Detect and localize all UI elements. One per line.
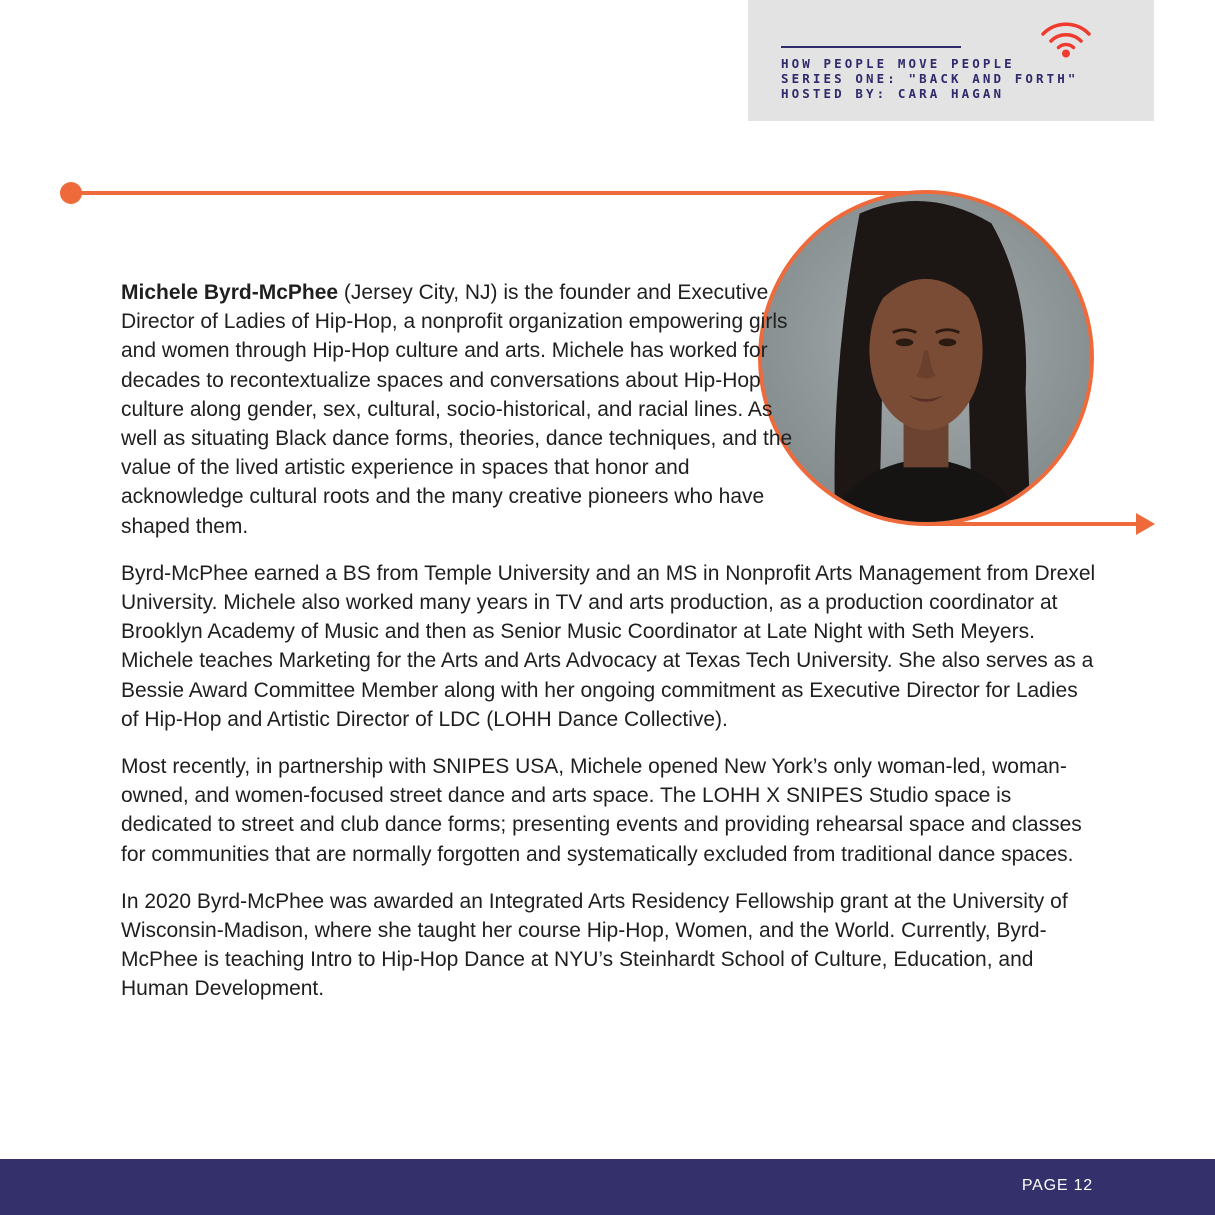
page-number: PAGE 12: [1021, 1177, 1093, 1194]
bio-text: [121, 278, 1101, 1022]
bio-paragraph-residency: In 2020 Byrd-McPhee was awarded an Integrated Arts Residency Fellowship grant at the University of Wisconsin-Madison, where she taught her course Hip-Hop, Women, and the World. Currently, Byrd-McPhee is teaching Intro to Hip-Hop Dance at NYU’s Steinhardt School of Culture, Education, and Human Development.: [121, 889, 1068, 1001]
bio-name: Michele Byrd-McPhee: [121, 281, 339, 304]
bio-paragraph-education: Byrd-McPhee earned a BS from Temple University and an MS in Nonprofit Arts Management from Drexel University. Michele also worked many years in TV and arts production, as a production coordinator at Brooklyn Academy of Music and then as Senior Music Coordinator at Late Night with Seth Meyers. Michele teaches Marketing for the Arts and Arts Advocacy at Texas Tech University. She also serves as a Bessie Award Committee Member along with her ongoing commitment as Executive Director for Ladies of Hip-Hop and Artistic Director of LDC (LOHH Dance Collective).: [121, 561, 1096, 731]
bio-intro: [121, 278, 811, 541]
series-line-2: SERIES ONE: "BACK AND FORTH": [781, 71, 1079, 86]
bio-intro-text: (Jersey City, NJ) is the founder and Executive Director of Ladies of Hip-Hop, a nonprofit organization empowering girls and women through Hip-Hop culture and arts. Michele has worked for decades to recontextualize spaces and conversations about Hip-Hop culture along gender, sex, cultural, socio-historical, and racial lines. As well as situating Black dance forms, theories, dance techniques, and the value of the lived artistic experience in spaces that honor and acknowledge cultural roots and the many creative pioneers who have shaped them.: [121, 281, 793, 538]
footer-bar: [0, 1159, 1215, 1215]
series-line-1: HOW PEOPLE MOVE PEOPLE: [781, 56, 1015, 71]
bio-paragraph-studio: Most recently, in partnership with SNIPES USA, Michele opened New York’s only woman-led, woman-owned, and women-focused street dance and arts space. The LOHH X SNIPES Studio space is dedicated to street and club dance forms; presenting events and providing rehearsal space and classes for communities that are normally forgotten and systematically excluded from traditional dance spaces.: [121, 755, 1082, 866]
series-line-3: HOSTED BY: CARA HAGAN: [781, 86, 1005, 101]
